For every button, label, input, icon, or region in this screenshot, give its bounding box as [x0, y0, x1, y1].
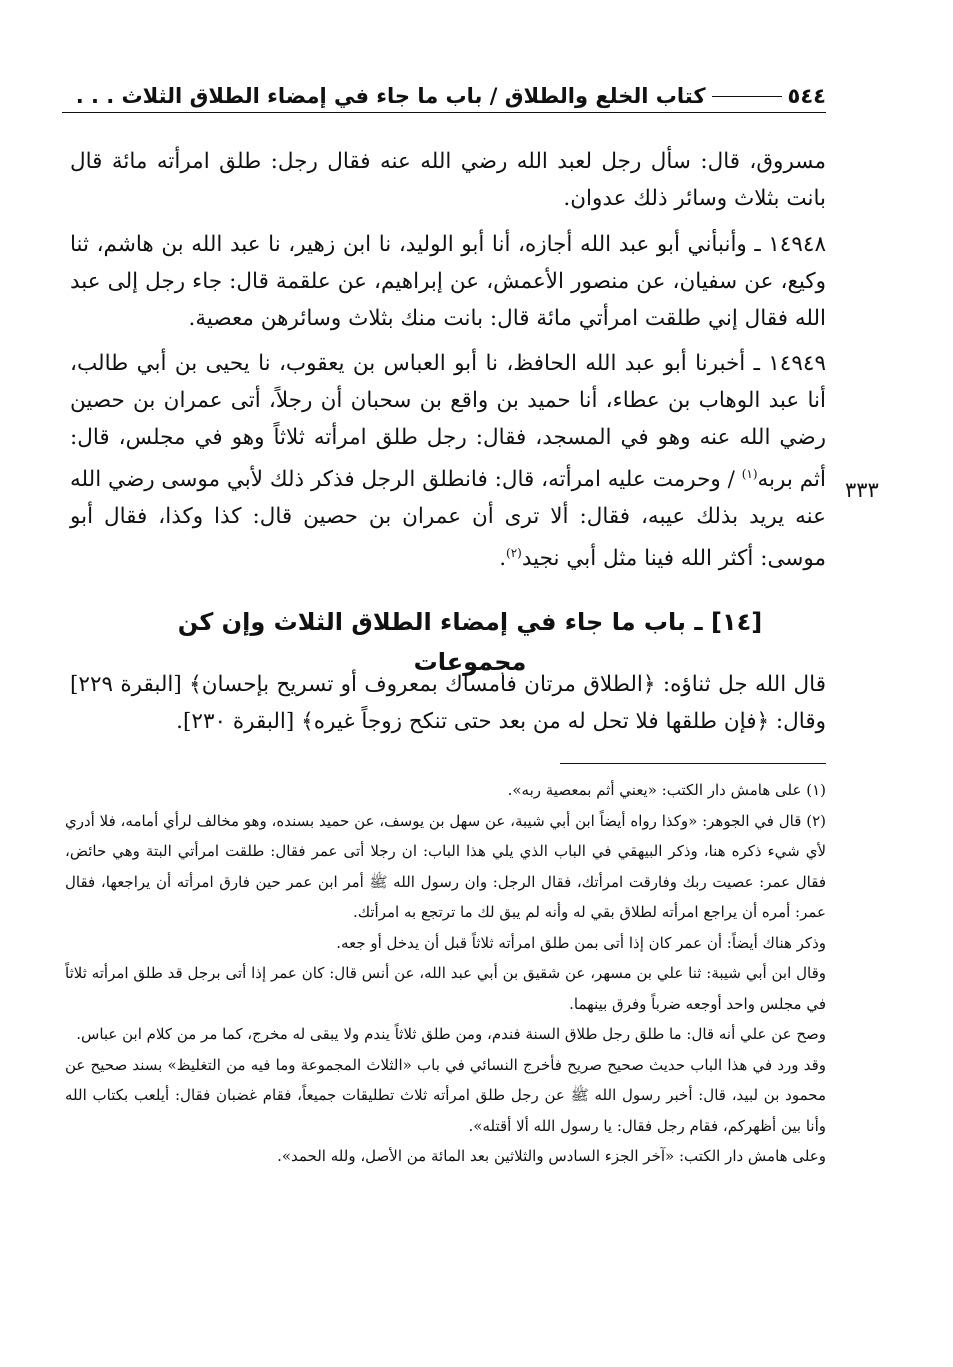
- footnote-1: (١) على هامش دار الكتب: «يعني أثم بمعصية ربه».: [507, 781, 826, 799]
- page-header: [62, 78, 826, 114]
- paragraph-text: [70, 345, 826, 577]
- hadith-14948: [70, 226, 826, 337]
- running-title: كتاب الخلع والطلاق / باب ما جاء في إمضاء الطلاق الثلاث . . .: [75, 84, 706, 108]
- footnote-continuation: وعلى هامش دار الكتب: «آخر الجزء السادس والثلاثين بعد المائة من الأصل، ولله الحمد».: [277, 1147, 826, 1165]
- footnote-rule: [560, 763, 826, 764]
- quran-quote-paragraph: [70, 666, 826, 740]
- margin-page-number: ٣٣٣: [845, 478, 879, 502]
- footnote-ref-2: (٢): [506, 546, 522, 561]
- footnote-continuation: وقد ورد في هذا الباب حديث صحيح صريح فأخرج النسائي في باب «الثلاث المجموعة وما فيه من التغليظ» بسند صحيح عن محمود بن لبيد، قال: أخبر رسول الله ﷺ عن رجل طلق امرأته ثلاث تطليقات جميعاً، فقام غضبان فقال: أيلعب بكتاب الله وأنا بين أظهركم، فقام رجل فقال: يا رسول الله ألا أقتله».: [65, 1055, 826, 1135]
- paragraph-end: .: [499, 546, 507, 572]
- page-number: ٥٤٤: [787, 84, 826, 108]
- footnote-2: (٢) قال في الجوهر: «وكذا رواه أيضاً ابن أبي شيبة، عن سهل بن يوسف، عن حميد بسنده، وهو مخالف لرأي أمامه، فلا أدري لأي شيء ذكره هنا، وذكر البيهقي في الباب الذي يلي هذا الباب: ان رجلا أتى عمر فقال: طلقت امرأتي البتة وهي حائض، فقال عمر: عصيت ربك وفارقت امرأتك، فقال الرجل: وان رسول الله ﷺ أمر ابن عمر حين فارق امرأته أن يراجعها، فقال عمر: أمره أن يراجع امرأته لطلاق بقي له وأنه لم يبق لك ما ترتجع به امرأتك.: [65, 811, 826, 921]
- footnote-continuation: وصح عن علي أنه قال: ما طلق رجل طلاق السنة فندم، ومن طلق ثلاثاً يندم ولا يبقى له مخرج، كما مر من كلام ابن عباس.: [76, 1025, 826, 1043]
- hadith-14949: [70, 345, 826, 577]
- header-dash-line: [712, 96, 782, 97]
- paragraph-part: / وحرمت عليه امرأته، قال: فانطلق الرجل فذكر ذلك لأبي موسى رضي الله عنه يريد بذلك عيبه، فقال: ألا ترى أن عمران بن حصين قال: كذا وكذا، فقال أبو موسى: أكثر الله فينا مثل أبي نجيد: [70, 467, 826, 572]
- footnote-continuation: وقال ابن أبي شيبة: ثنا علي بن مسهر، عن شقيق بن أبي عبد الله، عن أنس قال: كان عمر إذا أتى برجل قد طلق امرأته ثلاثاً في مجلس واحد أوجعه ضرباً وفرق بينهما.: [65, 964, 826, 1013]
- footnote-continuation: وذكر هناك أيضاً: أن عمر كان إذا أتى بمن طلق امرأته ثلاثاً قبل أن يدخل أو جعه.: [336, 933, 826, 952]
- paragraph-text: مسروق، قال: سأل رجل لعبد الله رضي الله عنه فقال رجل: طلق امرأته مائة قال بانت بثلاث وسائر ذلك عدوان.: [70, 149, 826, 211]
- paragraph-text: قال الله جل ثناؤه: ﴿الطلاق مرتان فامساك بمعروف أو تسريح بإحسان﴾ [البقرة ٢٢٩] وقال: ﴿فإن طلقها فلا تحل له من بعد حتى تنكح زوجاً غيره﴾ [البقرة ٢٣٠].: [70, 672, 826, 734]
- footnotes: [65, 775, 826, 1172]
- header-rule: [62, 112, 826, 113]
- section-heading: [١٤] ـ باب ما جاء في إمضاء الطلاق الثلاث وإن كن مجموعات: [177, 608, 763, 676]
- paragraph-part: ١٤٩٤٩ ـ أخبرنا أبو عبد الله الحافظ، نا أبو العباس بن يعقوب، نا يحيى بن أبي طالب، أنا عبد الوهاب بن عطاء، أنا حميد بن واقع بن سحبان أن رجلاً، أتى عمران بن حصين رضي الله عنه وهو في المسجد، فقال: رجل طلق امرأته ثلاثاً وهو في مجلس، قال: أثم بربه: [70, 351, 826, 493]
- paragraph-text: ١٤٩٤٨ ـ وأنبأني أبو عبد الله أجازه، أنا أبو الوليد، نا ابن زهير، نا عبد الله بن هاشم، ثنا وكيع، عن سفيان، عن منصور الأعمش، عن إبراهيم، عن علقمة قال: جاء رجل إلى عبد الله فقال إني طلقت امرأتي مائة قال: بانت منك بثلاث وسائرهن معصية.: [70, 232, 826, 331]
- footnote-ref-1: (١): [741, 467, 758, 481]
- body-paragraph: [70, 143, 826, 217]
